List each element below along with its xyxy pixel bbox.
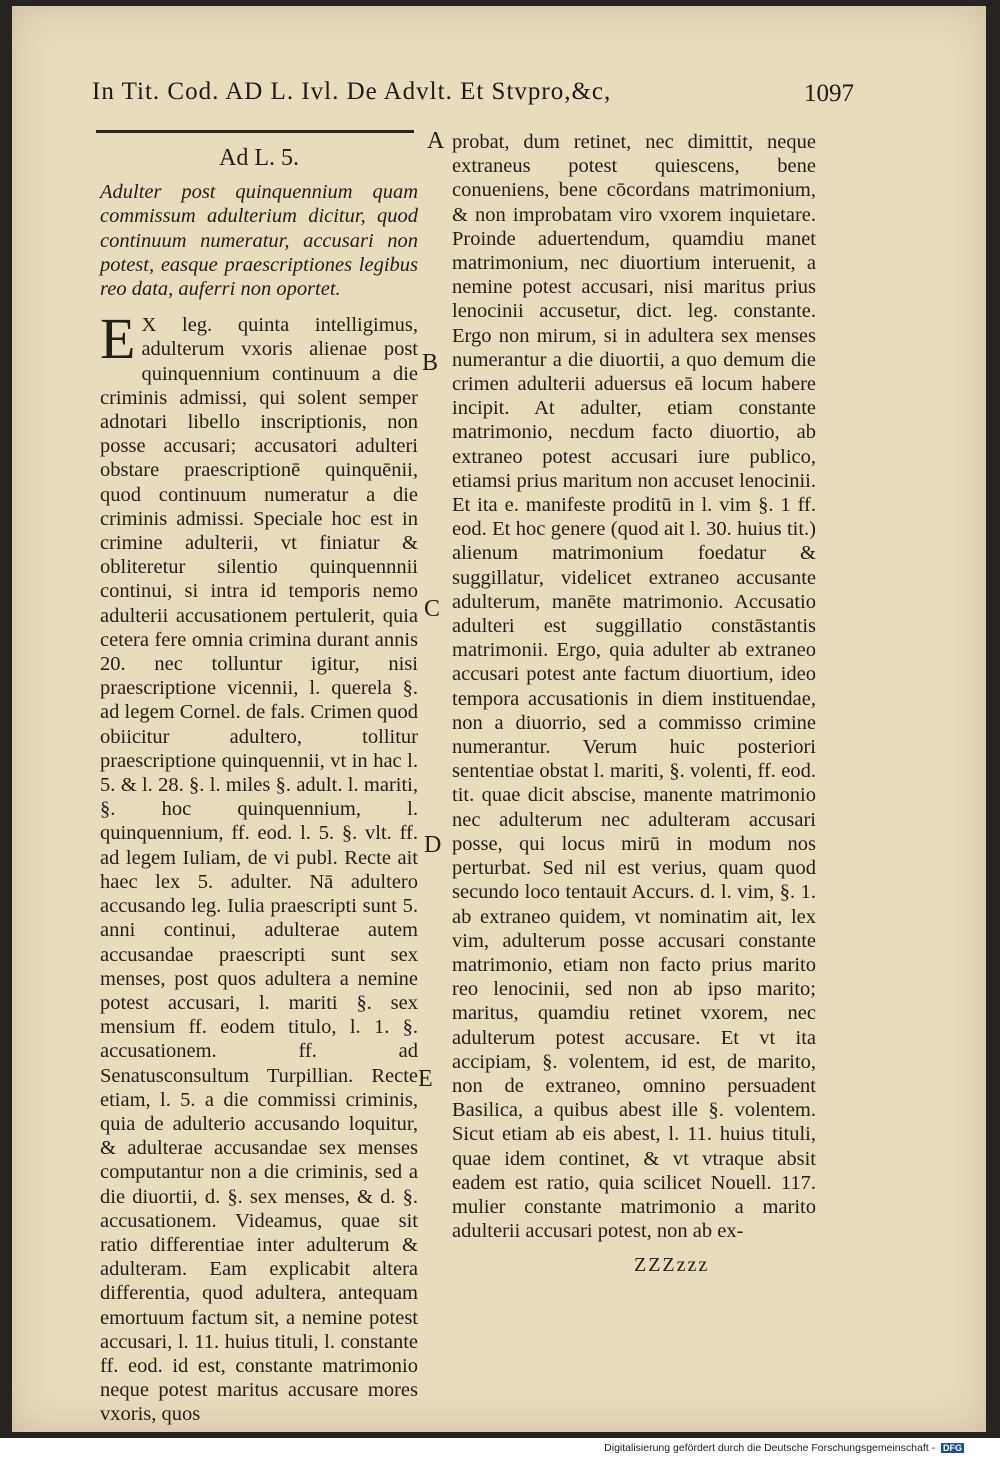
right-column-body: probat, dum retinet, nec dimittit, neque extraneus potest quiescens, bene conueniens, bene cōcordans matrimonium, & non improbatam viro vxorem inquietare. Proinde aduertendum, quamdiu manet matrimonium, nec diuortium interuenit, a nemine potest accusari, nisi maritus prius lenocinii accusetur, dict. leg. constante. Ergo non mirum, si in adultera sex menses numerantur a die diuortii, a quo demum die crimen adulterii aduersus eā locum habere incipit. At adulter, etiam constante matrimonio, necdum facto diuortio, ab extraneo potest accusari iure publico, etiamsi prius maritum non accuset lenocinii. Et ita e. manifeste proditū in l. vim §. 1 ff. eod. Et hoc genere (quod ait l. 30. huius tit.) alienum matrimonium foedatur & suggillatur, videlicet extraneo accusante adulterum, manēte matrimonio. Accusatio adulteri est suggillatio constāstantis matrimonii. Ergo, quia adulter ab extraneo accusari potest ante factum diuortium, ideo tempora accusationis in diem instituendae, non a diuorrio, sed a commisso crimine numerantur. Verum huic posteriori sententiae obstat l. mariti, §. volenti, ff. eod. tit. quae dicit abscise, manente matrimonio nec adulterum nec adulteram accusari posse, qui locus mirū in modum nos perturbat. Sed nil est verius, quam quod secundo loco tentauit Accurs. d. l. vim, §. 1. ab extraneo quidem, vt nominatim ait, lex vim, adulterum posse accusari constante matrimonio, etiam non facto prius marito reo lenocinii, sed non ab ipso marito; maritus, quamdiu retinet vxorem, nec adulterum potest accusare. Et vt ita accipiam, §. volentem, id est, de marito, non de extraneo, omnino persuadent Basilica, a quibus abest ille §. volentem. Sicut etiam ab eis abest, l. 11. huius tituli, quae idem continet, & vt vtraque absit eadem est ratio, quia scilicet Nouell. 117. mulier constante matrimonio a marito adulterii accusari potest, non ab ex- (452, 131, 816, 1243)
margin-letter-e: E (418, 1066, 433, 1092)
section-title: Ad L. 5. (219, 145, 299, 171)
page-number: 1097 (804, 80, 854, 107)
drop-cap: E (100, 306, 136, 372)
footer-credit: Digitalisierung gefördert durch die Deutsche Forschungsgemeinschaft - (604, 1442, 936, 1454)
left-body-text: X leg. quinta intelligimus, adulterum vxoris alienae post quinquennium continuum a die criminis admissi, qui solent semper adnotari libello inscriptionis, non posse accusari; accusatori adulteri obstare praescriptionē quinquēnii, quod continuum numeratur a die criminis admissi. Speciale hoc est in crimine adulterii, vt finiatur & obliteretur silentio quinquennnii continui, si intra id temporis nemo adulterii accusationem pertulerit, quia cetera fere omnia crimina durant annis 20. nec tolluntur igitur, nisi praescriptione vicennii, l. querela §. ad legem Cornel. de fals. Crimen quod obiicitur adultero, tollitur praescriptione quinquennii, vt in hac l. 5. & l. 28. §. l. miles §. adult. l. mariti, §. hoc quinquennium, l. quinquennium, ff. eod. l. 5. §. vlt. ff. ad legem Iuliam, de vi publ. Recte ait haec lex 5. adulter. Nā adultero accusando leg. Iulia praescripti sunt 5. anni continui, adulterae autem accusandae praescripti sunt sex menses, post quos adultera a nemine potest accusari, l. mariti §. sex mensium ff. eodem titulo, l. 1. §. accusationem. ff. ad Senatusconsultum Turpillian. Recte etiam, l. 5. a die commissi criminis, quia de adulterio accusando loquitur, & adulterae accusandae sex menses computantur non a die criminis, sed a die diuortii, d. §. sex menses, & d. §. accusationem. Videamus, quae sit ratio differentiae inter adulterum & adulteram. Eam explicabit altera differentia, quod adultera, antequam emortuum factum sit, a nemine potest accusari, l. 11. huius tituli, l. constante ff. eod. id est, constante matrimonio neque potest maritus accusare mores vxoris, quos (100, 314, 418, 1426)
margin-letter-a: A (427, 128, 445, 154)
margin-letter-d: D (424, 832, 442, 858)
digitization-footer (604, 1442, 964, 1454)
running-header: In Tit. Cod. AD L. Ivl. De Advlt. Et Stvpro,&c, (92, 78, 612, 105)
section-summary: Adulter post quinquennium quam commissum adulterium dicitur, quod continuum numeratur, accusari non potest, easque praescriptiones legibus reo data, auferri non oportet. (100, 181, 418, 301)
left-column (100, 146, 418, 1427)
dfg-logo: DFG (943, 1443, 962, 1454)
header-rule (96, 130, 414, 133)
right-column (452, 130, 816, 1243)
signature-mark: ZZZzzz (634, 1254, 710, 1276)
margin-letter-c: C (424, 596, 441, 622)
margin-letter-b: B (422, 350, 439, 376)
left-column-body (100, 306, 418, 1426)
